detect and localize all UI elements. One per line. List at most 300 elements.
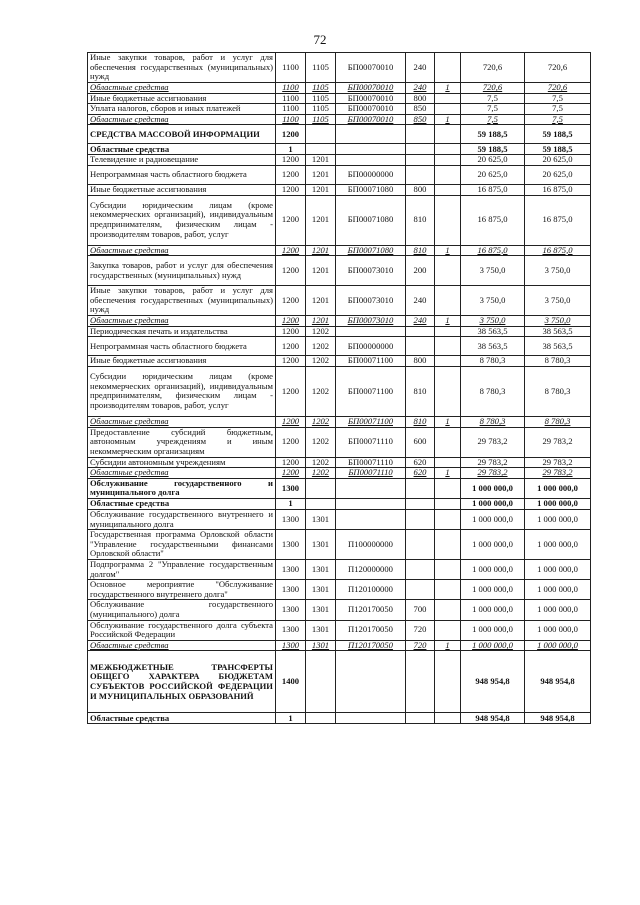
row-value-year2: 1 000 000,0 — [525, 620, 591, 640]
table-row — [88, 457, 591, 468]
row-value-year1: 1 000 000,0 — [461, 498, 525, 509]
row-subsection — [306, 498, 336, 509]
row-subsection: 1301 — [306, 620, 336, 640]
row-expense-type: 200 — [406, 256, 435, 286]
table-row — [88, 530, 591, 560]
row-value-year2: 29 783,2 — [525, 468, 591, 479]
row-target-article: БП00070010 — [336, 93, 406, 104]
row-value-year1: 3 750,0 — [461, 256, 525, 286]
row-name: Непрограммная часть областного бюджета — [88, 165, 276, 184]
row-subsection: 1202 — [306, 468, 336, 479]
row-section: 1400 — [276, 651, 306, 713]
row-name: Обслуживание государственного долга субъекта Российской Федерации — [88, 620, 276, 640]
page-number: 72 — [313, 32, 327, 47]
row-value-year2: 3 750,0 — [525, 286, 591, 316]
row-subsection: 1202 — [306, 326, 336, 337]
row-expense-type — [406, 498, 435, 509]
row-subsection — [306, 651, 336, 713]
row-subsection: 1301 — [306, 640, 336, 651]
row-subsection — [306, 713, 336, 724]
row-section: 1100 — [276, 93, 306, 104]
row-value-year1: 1 000 000,0 — [461, 530, 525, 560]
row-value-year1: 16 875,0 — [461, 245, 525, 256]
row-subsection: 1202 — [306, 337, 336, 356]
row-target-article: П120170050 — [336, 600, 406, 620]
row-name: Областные средства — [88, 468, 276, 479]
table-row — [88, 184, 591, 195]
row-value-year1: 29 783,2 — [461, 457, 525, 468]
row-funding-source — [435, 165, 461, 184]
table-row — [88, 509, 591, 529]
row-section: 1200 — [276, 155, 306, 166]
row-value-year2: 3 750,0 — [525, 256, 591, 286]
row-expense-type: 810 — [406, 245, 435, 256]
row-value-year2: 1 000 000,0 — [525, 640, 591, 651]
row-funding-source — [435, 93, 461, 104]
row-section: 1100 — [276, 83, 306, 94]
row-target-article: П120100000 — [336, 580, 406, 600]
row-funding-source — [435, 498, 461, 509]
row-target-article: БП00073010 — [336, 316, 406, 327]
row-funding-source — [435, 478, 461, 498]
row-funding-source — [435, 144, 461, 155]
row-value-year2: 7,5 — [525, 93, 591, 104]
row-value-year2: 1 000 000,0 — [525, 530, 591, 560]
row-section: 1200 — [276, 468, 306, 479]
row-subsection: 1105 — [306, 114, 336, 125]
row-value-year1: 1 000 000,0 — [461, 478, 525, 498]
row-subsection: 1202 — [306, 457, 336, 468]
row-expense-type — [406, 651, 435, 713]
row-value-year2: 38 563,5 — [525, 326, 591, 337]
row-funding-source — [435, 580, 461, 600]
row-value-year2: 16 875,0 — [525, 245, 591, 256]
row-target-article: П100000000 — [336, 530, 406, 560]
row-expense-type: 850 — [406, 104, 435, 115]
table-row — [88, 256, 591, 286]
row-value-year1: 59 188,5 — [461, 144, 525, 155]
table-row — [88, 93, 591, 104]
row-funding-source: 1 — [435, 114, 461, 125]
table-row — [88, 144, 591, 155]
table-row — [88, 245, 591, 256]
row-name: Иные бюджетные ассигнования — [88, 356, 276, 367]
row-section: 1300 — [276, 478, 306, 498]
row-value-year1: 948 954,8 — [461, 713, 525, 724]
row-expense-type: 620 — [406, 468, 435, 479]
row-value-year2: 1 000 000,0 — [525, 580, 591, 600]
row-expense-type — [406, 165, 435, 184]
row-subsection: 1201 — [306, 256, 336, 286]
budget-table — [87, 52, 591, 724]
row-value-year1: 20 625,0 — [461, 165, 525, 184]
row-value-year1: 3 750,0 — [461, 286, 525, 316]
row-target-article: БП00071100 — [336, 356, 406, 367]
row-subsection: 1301 — [306, 580, 336, 600]
row-funding-source — [435, 337, 461, 356]
table-row — [88, 468, 591, 479]
row-subsection — [306, 144, 336, 155]
row-section: 1300 — [276, 560, 306, 580]
table-row — [88, 580, 591, 600]
row-funding-source — [435, 326, 461, 337]
row-funding-source: 1 — [435, 245, 461, 256]
row-name: Субсидии юридическим лицам (кроме некоммерческих организаций), индивидуальным предпринимателям, физическим лицам - производителям товаров, работ, услуг — [88, 366, 276, 416]
table-row — [88, 356, 591, 367]
row-target-article: БП00071110 — [336, 468, 406, 479]
table-row — [88, 478, 591, 498]
table-row — [88, 651, 591, 713]
table-row — [88, 53, 591, 83]
row-subsection: 1201 — [306, 286, 336, 316]
row-name: Областные средства — [88, 144, 276, 155]
row-name: Областные средства — [88, 245, 276, 256]
row-subsection: 1105 — [306, 53, 336, 83]
row-funding-source — [435, 104, 461, 115]
row-funding-source — [435, 184, 461, 195]
row-target-article: БП00070010 — [336, 83, 406, 94]
row-value-year1: 16 875,0 — [461, 195, 525, 245]
row-name: Основное мероприятие "Обслуживание государственного внутреннего долга" — [88, 580, 276, 600]
row-value-year2: 20 625,0 — [525, 155, 591, 166]
row-value-year1: 948 954,8 — [461, 651, 525, 713]
row-target-article: БП00070010 — [336, 104, 406, 115]
row-expense-type: 240 — [406, 53, 435, 83]
row-value-year2: 720,6 — [525, 53, 591, 83]
row-section: 1200 — [276, 316, 306, 327]
row-value-year2: 1 000 000,0 — [525, 498, 591, 509]
row-section: 1200 — [276, 337, 306, 356]
row-name: Обслуживание государственного (муниципального) долга — [88, 600, 276, 620]
row-name: Предоставление субсидий бюджетным, автономным учреждениям и иным некоммерческим организациям — [88, 427, 276, 457]
row-section: 1200 — [276, 195, 306, 245]
row-target-article: БП00071100 — [336, 416, 406, 427]
row-name: Иные закупки товаров, работ и услуг для обеспечения государственных (муниципальных) нужд — [88, 286, 276, 316]
table-row — [88, 326, 591, 337]
row-target-article: П120000000 — [336, 560, 406, 580]
row-subsection: 1105 — [306, 104, 336, 115]
row-expense-type: 720 — [406, 620, 435, 640]
row-name: Областные средства — [88, 416, 276, 427]
row-funding-source — [435, 256, 461, 286]
row-value-year1: 720,6 — [461, 83, 525, 94]
row-value-year1: 16 875,0 — [461, 184, 525, 195]
row-value-year1: 1 000 000,0 — [461, 640, 525, 651]
row-section: 1200 — [276, 245, 306, 256]
row-expense-type — [406, 509, 435, 529]
row-value-year1: 1 000 000,0 — [461, 580, 525, 600]
row-funding-source: 1 — [435, 83, 461, 94]
row-funding-source — [435, 286, 461, 316]
row-name: Уплата налогов, сборов и иных платежей — [88, 104, 276, 115]
row-name: Областные средства — [88, 640, 276, 651]
row-section: 1200 — [276, 366, 306, 416]
row-target-article — [336, 509, 406, 529]
row-expense-type: 810 — [406, 366, 435, 416]
row-target-article: БП00073010 — [336, 286, 406, 316]
row-value-year2: 948 954,8 — [525, 651, 591, 713]
table-body — [88, 53, 591, 724]
row-subsection: 1201 — [306, 165, 336, 184]
row-funding-source — [435, 509, 461, 529]
row-value-year2: 29 783,2 — [525, 427, 591, 457]
row-name: Иные бюджетные ассигнования — [88, 184, 276, 195]
row-target-article: БП00000000 — [336, 165, 406, 184]
row-expense-type — [406, 326, 435, 337]
row-section: 1200 — [276, 326, 306, 337]
row-subsection: 1201 — [306, 155, 336, 166]
row-value-year2: 8 780,3 — [525, 416, 591, 427]
row-target-article: БП00071110 — [336, 457, 406, 468]
row-target-article — [336, 144, 406, 155]
row-value-year1: 1 000 000,0 — [461, 509, 525, 529]
row-name: Областные средства — [88, 83, 276, 94]
table-row — [88, 416, 591, 427]
row-target-article: БП00071100 — [336, 366, 406, 416]
row-expense-type: 240 — [406, 286, 435, 316]
row-funding-source — [435, 53, 461, 83]
row-expense-type: 600 — [406, 427, 435, 457]
row-section: 1300 — [276, 640, 306, 651]
row-name: Государственная программа Орловской области "Управление государственными финансами Орловской области" — [88, 530, 276, 560]
row-name: Областные средства — [88, 316, 276, 327]
row-funding-source — [435, 530, 461, 560]
row-value-year2: 1 000 000,0 — [525, 478, 591, 498]
row-value-year2: 38 563,5 — [525, 337, 591, 356]
row-subsection: 1202 — [306, 427, 336, 457]
row-value-year1: 38 563,5 — [461, 337, 525, 356]
row-value-year1: 1 000 000,0 — [461, 560, 525, 580]
table-row — [88, 427, 591, 457]
row-value-year1: 7,5 — [461, 104, 525, 115]
table-row — [88, 195, 591, 245]
row-value-year2: 1 000 000,0 — [525, 600, 591, 620]
row-target-article: П120170050 — [336, 640, 406, 651]
row-subsection: 1301 — [306, 560, 336, 580]
row-expense-type: 800 — [406, 184, 435, 195]
table-row — [88, 600, 591, 620]
row-name: Иные закупки товаров, работ и услуг для обеспечения государственных (муниципальных) нужд — [88, 53, 276, 83]
row-value-year1: 1 000 000,0 — [461, 600, 525, 620]
row-value-year1: 3 750,0 — [461, 316, 525, 327]
row-expense-type — [406, 560, 435, 580]
row-subsection: 1301 — [306, 600, 336, 620]
row-section: 1 — [276, 144, 306, 155]
row-funding-source — [435, 620, 461, 640]
row-subsection: 1202 — [306, 356, 336, 367]
table-row — [88, 155, 591, 166]
row-value-year2: 948 954,8 — [525, 713, 591, 724]
row-value-year2: 20 625,0 — [525, 165, 591, 184]
row-value-year2: 1 000 000,0 — [525, 509, 591, 529]
table-row — [88, 366, 591, 416]
table-row — [88, 83, 591, 94]
row-funding-source: 1 — [435, 416, 461, 427]
row-name: Периодическая печать и издательства — [88, 326, 276, 337]
row-expense-type — [406, 155, 435, 166]
row-target-article — [336, 713, 406, 724]
row-value-year2: 59 188,5 — [525, 125, 591, 144]
row-subsection: 1201 — [306, 316, 336, 327]
row-section: 1200 — [276, 184, 306, 195]
row-value-year2: 29 783,2 — [525, 457, 591, 468]
row-section: 1200 — [276, 457, 306, 468]
row-value-year1: 8 780,3 — [461, 416, 525, 427]
table-row — [88, 125, 591, 144]
row-subsection: 1301 — [306, 509, 336, 529]
row-expense-type: 810 — [406, 195, 435, 245]
row-value-year1: 8 780,3 — [461, 356, 525, 367]
row-funding-source — [435, 427, 461, 457]
row-funding-source — [435, 713, 461, 724]
row-subsection: 1202 — [306, 416, 336, 427]
row-section: 1200 — [276, 427, 306, 457]
row-expense-type — [406, 337, 435, 356]
row-value-year2: 16 875,0 — [525, 195, 591, 245]
row-expense-type — [406, 125, 435, 144]
row-expense-type — [406, 530, 435, 560]
row-subsection: 1105 — [306, 83, 336, 94]
row-subsection: 1201 — [306, 245, 336, 256]
row-target-article — [336, 155, 406, 166]
row-funding-source — [435, 125, 461, 144]
row-name: Подпрограмма 2 "Управление государственным долгом" — [88, 560, 276, 580]
row-name: Непрограммная часть областного бюджета — [88, 337, 276, 356]
row-value-year1: 8 780,3 — [461, 366, 525, 416]
row-subsection: 1105 — [306, 93, 336, 104]
table-row — [88, 498, 591, 509]
row-expense-type — [406, 580, 435, 600]
row-funding-source — [435, 356, 461, 367]
row-funding-source — [435, 457, 461, 468]
row-funding-source: 1 — [435, 316, 461, 327]
row-value-year1: 38 563,5 — [461, 326, 525, 337]
row-expense-type: 810 — [406, 416, 435, 427]
row-target-article: БП00071080 — [336, 245, 406, 256]
row-target-article: БП00071080 — [336, 184, 406, 195]
row-target-article: БП00073010 — [336, 256, 406, 286]
row-name: Субсидии автономным учреждениям — [88, 457, 276, 468]
row-subsection — [306, 478, 336, 498]
row-section: 1100 — [276, 104, 306, 115]
row-name: Субсидии юридическим лицам (кроме некоммерческих организаций), индивидуальным предпринимателям, физическим лицам - производителям товаров, работ, услуг — [88, 195, 276, 245]
row-target-article: БП00070010 — [336, 53, 406, 83]
row-subsection: 1202 — [306, 366, 336, 416]
row-expense-type — [406, 713, 435, 724]
row-target-article — [336, 478, 406, 498]
row-funding-source — [435, 366, 461, 416]
row-section: 1200 — [276, 125, 306, 144]
row-section: 1300 — [276, 600, 306, 620]
row-subsection: 1301 — [306, 530, 336, 560]
row-funding-source — [435, 155, 461, 166]
row-section: 1200 — [276, 256, 306, 286]
row-subsection: 1201 — [306, 184, 336, 195]
row-funding-source — [435, 600, 461, 620]
row-target-article — [336, 125, 406, 144]
row-value-year2: 7,5 — [525, 104, 591, 115]
row-section: 1200 — [276, 286, 306, 316]
row-target-article: П120170050 — [336, 620, 406, 640]
row-name: Областные средства — [88, 114, 276, 125]
row-name: Обслуживание государственного внутреннего и муниципального долга — [88, 509, 276, 529]
table-row — [88, 104, 591, 115]
table-row — [88, 713, 591, 724]
table-row — [88, 560, 591, 580]
table-row — [88, 114, 591, 125]
row-value-year2: 8 780,3 — [525, 366, 591, 416]
row-value-year2: 7,5 — [525, 114, 591, 125]
row-name: Областные средства — [88, 498, 276, 509]
table-row — [88, 620, 591, 640]
table-row — [88, 640, 591, 651]
row-section: 1 — [276, 713, 306, 724]
row-value-year2: 8 780,3 — [525, 356, 591, 367]
row-funding-source — [435, 560, 461, 580]
row-funding-source — [435, 651, 461, 713]
row-expense-type: 700 — [406, 600, 435, 620]
row-expense-type: 800 — [406, 356, 435, 367]
row-value-year2: 59 188,5 — [525, 144, 591, 155]
row-target-article: БП00071110 — [336, 427, 406, 457]
row-section: 1300 — [276, 509, 306, 529]
row-expense-type: 620 — [406, 457, 435, 468]
row-subsection — [306, 125, 336, 144]
row-value-year1: 20 625,0 — [461, 155, 525, 166]
row-value-year1: 29 783,2 — [461, 468, 525, 479]
row-funding-source — [435, 195, 461, 245]
row-section: 1300 — [276, 530, 306, 560]
row-value-year1: 7,5 — [461, 114, 525, 125]
row-target-article — [336, 651, 406, 713]
row-value-year1: 59 188,5 — [461, 125, 525, 144]
row-target-article: БП00000000 — [336, 337, 406, 356]
table-row — [88, 316, 591, 327]
row-section: 1200 — [276, 165, 306, 184]
row-expense-type: 720 — [406, 640, 435, 651]
row-target-article — [336, 326, 406, 337]
row-section: 1100 — [276, 114, 306, 125]
row-funding-source: 1 — [435, 468, 461, 479]
row-value-year1: 1 000 000,0 — [461, 620, 525, 640]
row-name: СРЕДСТВА МАССОВОЙ ИНФОРМАЦИИ — [88, 125, 276, 144]
row-subsection: 1201 — [306, 195, 336, 245]
row-expense-type: 240 — [406, 316, 435, 327]
row-name: Областные средства — [88, 713, 276, 724]
row-section: 1300 — [276, 620, 306, 640]
row-value-year1: 720,6 — [461, 53, 525, 83]
row-expense-type: 240 — [406, 83, 435, 94]
row-value-year1: 29 783,2 — [461, 427, 525, 457]
row-target-article — [336, 498, 406, 509]
table-row — [88, 165, 591, 184]
row-value-year2: 16 875,0 — [525, 184, 591, 195]
row-funding-source: 1 — [435, 640, 461, 651]
row-value-year2: 3 750,0 — [525, 316, 591, 327]
row-section: 1100 — [276, 53, 306, 83]
row-target-article: БП00071080 — [336, 195, 406, 245]
row-value-year2: 1 000 000,0 — [525, 560, 591, 580]
row-value-year2: 720,6 — [525, 83, 591, 94]
row-name: Закупка товаров, работ и услуг для обеспечения государственных (муниципальных) нужд — [88, 256, 276, 286]
table-row — [88, 337, 591, 356]
table-row — [88, 286, 591, 316]
row-name: Иные бюджетные ассигнования — [88, 93, 276, 104]
row-name: Телевидение и радиовещание — [88, 155, 276, 166]
row-section: 1 — [276, 498, 306, 509]
row-section: 1200 — [276, 416, 306, 427]
row-section: 1200 — [276, 356, 306, 367]
